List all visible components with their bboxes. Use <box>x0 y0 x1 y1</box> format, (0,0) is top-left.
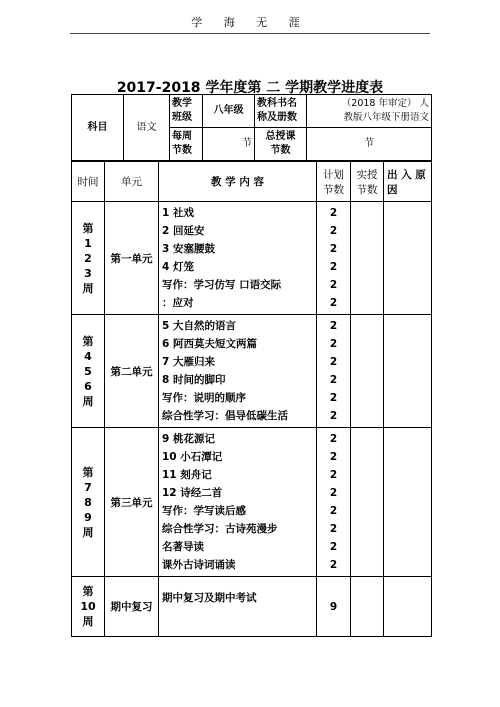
actual-cell <box>351 315 384 428</box>
planned-value: 2 <box>329 523 338 535</box>
content-line: 10 小石潭记 <box>162 451 223 463</box>
header-row <box>72 162 432 202</box>
class-label <box>170 95 203 128</box>
week-text: 10 <box>80 600 96 613</box>
planned-value: 2 <box>329 374 338 386</box>
col-actual <box>351 162 384 202</box>
planned-value: 2 <box>329 225 338 237</box>
weekly-unit: 节 <box>203 128 255 161</box>
content-line: 5 大自然的语言 <box>162 320 236 332</box>
content-line: 写作：说明的顺序 <box>162 392 246 404</box>
content-cell <box>159 577 317 637</box>
content-line: 综合性学习：古诗苑漫步 <box>162 523 278 535</box>
week-text: 8 <box>84 495 92 509</box>
planned-cell <box>317 315 351 428</box>
planned-value: 2 <box>329 410 338 422</box>
col-planned <box>317 162 351 202</box>
table-row <box>72 315 432 428</box>
book-label <box>255 95 307 128</box>
week-cell <box>72 428 105 577</box>
week-text: 1 <box>84 236 92 250</box>
planned-cell <box>317 202 351 315</box>
week-cell <box>72 577 105 637</box>
week-text: 3 <box>84 266 92 280</box>
week-text: 第 <box>82 221 94 235</box>
schedule-table <box>71 161 432 637</box>
col-reason-line-1: 出 入 原 <box>387 168 426 181</box>
content-line: 写作：学习仿写 口语交际 <box>162 279 282 291</box>
week-cell <box>72 315 105 428</box>
col-planned-line-2: 节数 <box>323 183 344 196</box>
content-line: 11 刻舟记 <box>162 469 212 481</box>
week-text: 2 <box>84 251 92 265</box>
total-unit: 节 <box>307 128 432 161</box>
planned-cell <box>317 577 351 637</box>
planned-value: 2 <box>329 261 338 273</box>
col-reason-line-2: 因 <box>387 183 398 196</box>
header-rule <box>70 33 430 34</box>
book-value <box>307 95 432 128</box>
content-cell <box>159 315 317 428</box>
content-line: 写作：学写读后感 <box>162 505 246 517</box>
week-text: 9 <box>84 510 92 524</box>
weekly-label <box>170 128 203 161</box>
weekly-label-line-1: 每周 <box>172 131 192 142</box>
book-label-line-2: 称及册数 <box>257 112 297 123</box>
col-unit: 单元 <box>105 162 159 202</box>
actual-cell <box>351 202 384 315</box>
col-planned-line-1: 计划 <box>323 168 344 181</box>
week-text: 6 <box>84 379 92 393</box>
col-time: 时间 <box>72 162 105 202</box>
table-row <box>72 202 432 315</box>
book-value-line-2: 教版八年级下册语文 <box>343 112 429 123</box>
planned-value: 2 <box>329 320 338 332</box>
week-text: 周 <box>82 525 94 539</box>
week-text: 5 <box>84 364 92 378</box>
unit-cell: 第一单元 <box>105 202 159 315</box>
subject-value: 语文 <box>124 95 170 161</box>
weekly-label-line-2: 节数 <box>172 145 192 156</box>
planned-value: 2 <box>329 297 338 309</box>
week-cell <box>72 202 105 315</box>
class-value: 八年级 <box>203 95 255 128</box>
content-line: 9 桃花源记 <box>162 433 215 445</box>
week-text: 第 <box>82 465 94 479</box>
page-header: 学 海 无 涯 <box>191 16 309 29</box>
planned-value: 2 <box>329 487 338 499</box>
planned-value: 2 <box>329 451 338 463</box>
content-line: ：应对 <box>162 297 194 309</box>
content-line: 4 灯笼 <box>162 261 194 273</box>
reason-cell <box>384 577 432 637</box>
content-cell <box>159 202 317 315</box>
reason-cell <box>384 315 432 428</box>
planned-value: 2 <box>329 207 338 219</box>
planned-cell <box>317 428 351 577</box>
planned-value: 2 <box>329 469 338 481</box>
content-line: 12 诗经二首 <box>162 487 223 499</box>
content-line: 期中复习及期中考试 <box>162 592 257 604</box>
subject-label: 科目 <box>72 95 124 161</box>
planned-value: 2 <box>329 541 338 553</box>
planned-value: 2 <box>329 279 338 291</box>
unit-cell: 第三单元 <box>105 428 159 577</box>
planned-value: 2 <box>329 505 338 517</box>
week-text: 周 <box>82 394 94 408</box>
planned-value: 2 <box>329 338 338 350</box>
total-label <box>255 128 307 161</box>
total-label-line-1: 总授课 <box>265 131 296 142</box>
col-reason <box>384 162 432 202</box>
document-title: 2017-2018 学年度第 二 学期教学进度表 <box>116 80 384 96</box>
week-text: 4 <box>84 349 92 363</box>
unit-cell: 第二单元 <box>105 315 159 428</box>
content-line: 2 回延安 <box>162 225 205 237</box>
content-line: 1 社戏 <box>162 207 194 219</box>
content-line: 7 大雁归来 <box>162 356 215 368</box>
reason-cell <box>384 202 432 315</box>
planned-value: 9 <box>329 600 338 613</box>
actual-cell <box>351 577 384 637</box>
content-line: 8 时间的脚印 <box>162 374 226 386</box>
content-line: 6 阿西莫夫短文两篇 <box>162 338 257 350</box>
planned-value: 2 <box>329 243 338 255</box>
unit-cell: 期中复习 <box>105 577 159 637</box>
table-row <box>72 428 432 577</box>
content-line: 课外古诗词诵读 <box>162 559 236 571</box>
col-actual-line-1: 实授 <box>356 168 378 181</box>
table-row <box>72 577 432 637</box>
info-table <box>71 94 432 161</box>
actual-cell <box>351 428 384 577</box>
col-content: 教 学 内 容 <box>159 162 317 202</box>
planned-value: 2 <box>329 356 338 368</box>
book-value-line-1: （2018 年审定） 人 <box>341 98 429 109</box>
planned-value: 2 <box>329 433 338 445</box>
content-cell <box>159 428 317 577</box>
week-text: 第 <box>82 585 94 598</box>
week-text: 周 <box>82 281 94 295</box>
planned-value: 2 <box>329 392 338 404</box>
content-line: 名著导读 <box>162 541 204 553</box>
total-label-line-2: 节数 <box>270 145 291 156</box>
class-label-line-1: 教学 <box>172 98 192 109</box>
week-text: 第 <box>82 334 94 348</box>
book-label-line-1: 教科书名 <box>257 98 297 109</box>
week-text: 7 <box>84 480 92 494</box>
content-line: 3 安塞腰鼓 <box>162 243 215 255</box>
col-actual-line-2: 节数 <box>356 183 378 196</box>
reason-cell <box>384 428 432 577</box>
week-text: 周 <box>82 615 94 628</box>
class-label-line-2: 班级 <box>172 112 192 123</box>
content-line: 综合性学习：倡导低碳生活 <box>162 410 288 422</box>
planned-value: 2 <box>329 559 338 571</box>
